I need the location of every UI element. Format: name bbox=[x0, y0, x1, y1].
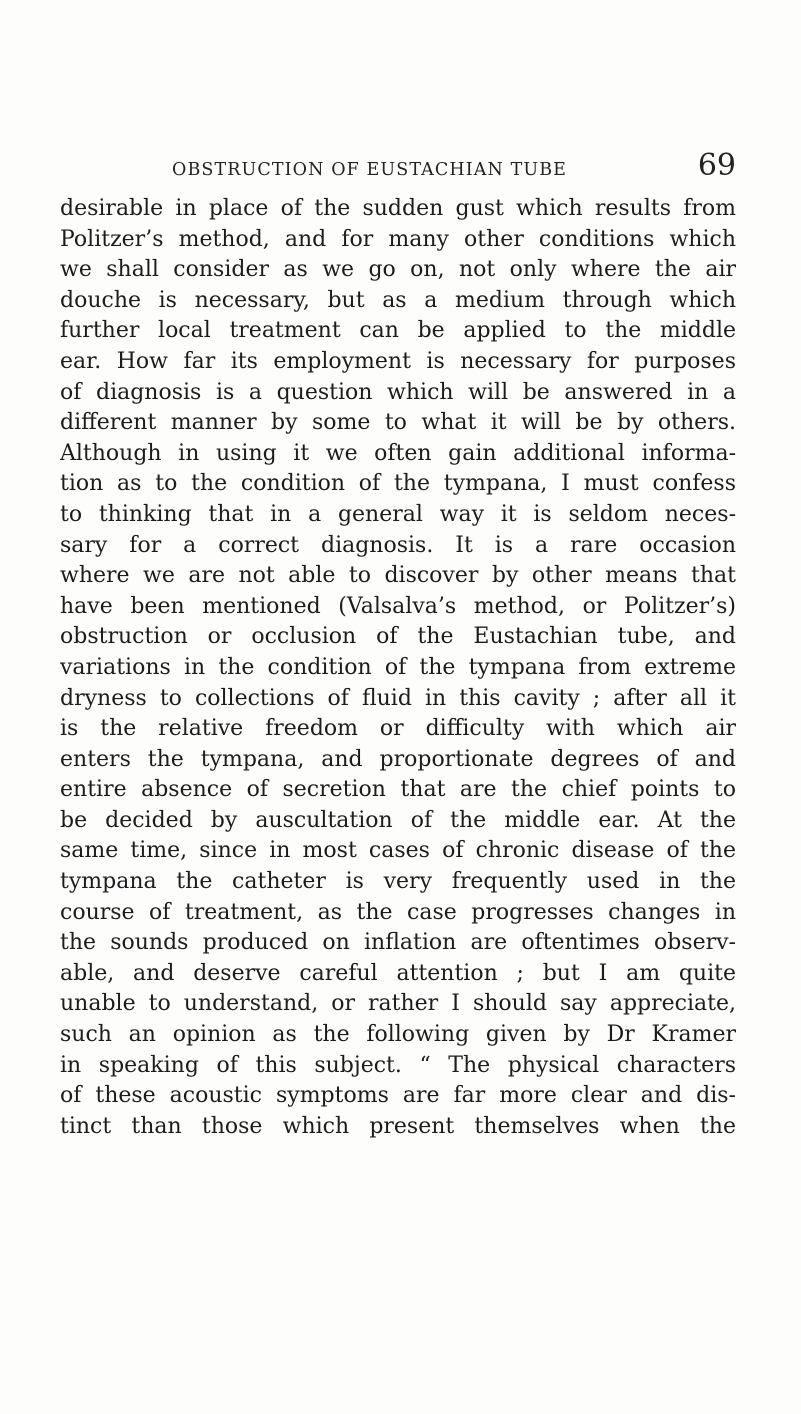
text-line: same time, since in most cases of chronic disease of the bbox=[60, 838, 736, 864]
text-line: is the relative freedom or difficulty with which air bbox=[60, 716, 736, 742]
text-line: further local treatment can be applied to the middle bbox=[60, 318, 736, 344]
text-line: unable to understand, or rather I should say appreciate, bbox=[60, 991, 736, 1017]
text-line: obstruction or occlusion of the Eustachian tube, and bbox=[60, 624, 736, 650]
text-line: sary for a correct diagnosis. It is a rare occasion bbox=[60, 532, 736, 558]
running-head bbox=[60, 148, 736, 188]
text-line: such an opinion as the following given by Dr Kramer bbox=[60, 1022, 736, 1048]
text-line: different manner by some to what it will be by others. bbox=[60, 410, 736, 436]
text-line: douche is necessary, but as a medium through which bbox=[60, 287, 736, 313]
text-line: of these acoustic symptoms are far more clear and dis- bbox=[60, 1083, 736, 1109]
text-line: variations in the condition of the tympana from extreme bbox=[60, 654, 736, 680]
text-line: course of treatment, as the case progresses changes in bbox=[60, 899, 736, 925]
text-line: of diagnosis is a question which will be answered in a bbox=[60, 379, 736, 405]
text-line: tympana the catheter is very frequently used in the bbox=[60, 869, 736, 895]
text-line: enters the tympana, and proportionate degrees of and bbox=[60, 746, 736, 772]
text-line: ear. How far its employment is necessary for purposes bbox=[60, 348, 736, 374]
text-line: desirable in place of the sudden gust which results from bbox=[60, 196, 736, 221]
text-line: entire absence of secretion that are the chief points to bbox=[60, 777, 736, 803]
text-line: we shall consider as we go on, not only where the air bbox=[60, 257, 736, 283]
text-line: be decided by auscultation of the middle ear. At the bbox=[60, 807, 736, 833]
text-line: Although in using it we often gain additional informa- bbox=[60, 440, 736, 466]
text-line: able, and deserve careful attention ; but I am quite bbox=[60, 960, 736, 986]
text-line: where we are not able to discover by other means that bbox=[60, 563, 736, 589]
body-text bbox=[60, 194, 736, 1142]
text-line: have been mentioned (Valsalva’s method, or Politzer’s) bbox=[60, 593, 736, 619]
text-line: in speaking of this subject. “ The physical characters bbox=[60, 1052, 736, 1078]
text-line: to thinking that in a general way it is seldom neces- bbox=[60, 501, 736, 527]
text-line: the sounds produced on inflation are oftentimes observ- bbox=[60, 930, 736, 956]
text-line: tion as to the condition of the tympana, I must confess bbox=[60, 471, 736, 497]
text-line: tinct than those which present themselves when the bbox=[60, 1113, 736, 1139]
text-line: dryness to collections of fluid in this cavity ; after all it bbox=[60, 685, 736, 711]
running-title: OBSTRUCTION OF EUSTACHIAN TUBE bbox=[172, 160, 568, 180]
text-line: Politzer’s method, and for many other conditions which bbox=[60, 226, 736, 252]
page-number: 69 bbox=[697, 148, 736, 183]
